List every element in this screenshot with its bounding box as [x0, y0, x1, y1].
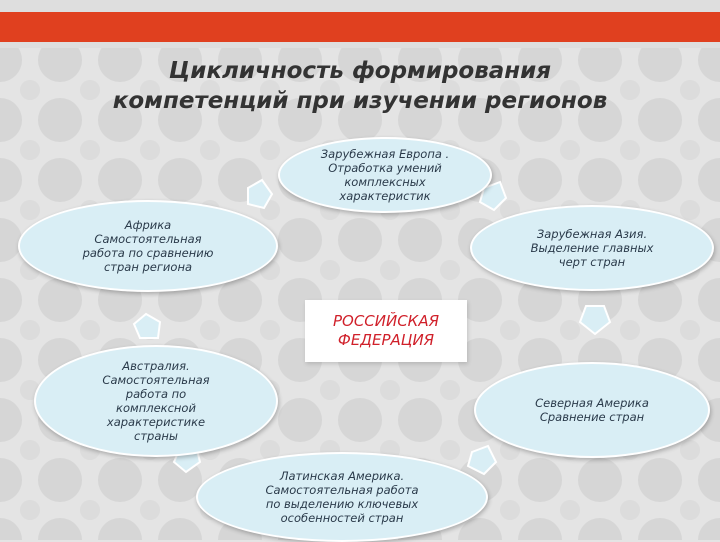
node-asia [470, 205, 714, 291]
node-europe [278, 137, 492, 213]
node-africa-label: Африка Самостоятельная работа по сравнению стран региона [82, 218, 214, 274]
slide-title: Цикличность формирования компетенций при изучении регионов [112, 58, 608, 114]
node-africa [18, 200, 278, 292]
node-north-america-label: Северная Америка Сравнение стран [535, 396, 649, 424]
node-australia [34, 345, 278, 457]
arrow-asia-namerica [580, 306, 610, 334]
node-latin-america-label: Латинская Америка. Самостоятельная работа по выделению ключевых особенностей стран [265, 469, 419, 525]
arrow-australia-africa [134, 314, 160, 338]
arrow-namerica-latam [468, 446, 496, 474]
node-asia-label: Зарубежная Азия. Выделение главных черт стран [530, 227, 654, 269]
node-latin-america [196, 452, 488, 542]
node-north-america [474, 362, 710, 458]
node-australia-label: Австралия. Самостоятельная работа по комплексной характеристике страны [102, 359, 210, 443]
center-russia: РОССИЙСКАЯ ФЕДЕРАЦИЯ [305, 300, 467, 362]
arrow-africa-europe [248, 180, 272, 208]
node-europe-label: Зарубежная Европа . Отработка умений комплексных характеристик [320, 147, 450, 203]
